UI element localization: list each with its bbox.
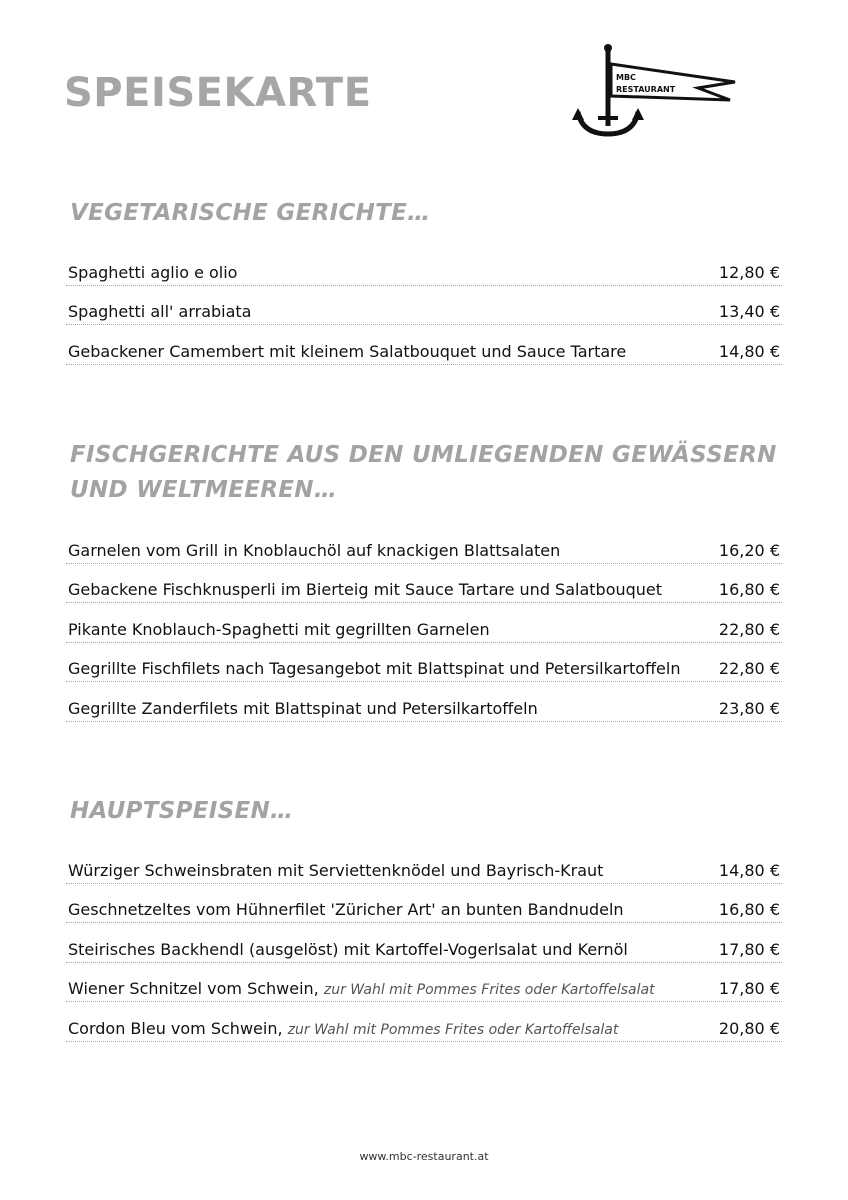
item-price: 14,80 € — [718, 860, 780, 880]
item-price: 20,80 € — [718, 1018, 780, 1038]
item-name: Wiener Schnitzel vom Schwein, — [68, 979, 319, 998]
menu-list-main-dishes — [66, 844, 782, 1042]
item-name: Gegrillte Zanderfilets mit Blattspinat und Petersilkartoffeln — [68, 698, 538, 718]
item-name: Pikante Knoblauch-Spaghetti mit gegrillten Garnelen — [68, 619, 490, 639]
item-name-with-note — [68, 1019, 618, 1038]
item-price: 22,80 € — [718, 659, 780, 678]
item-price: 16,20 € — [718, 540, 780, 560]
logo-text-restaurant: RESTAURANT — [616, 85, 676, 94]
section-heading-vegetarian: VEGETARISCHE GERICHTE… — [70, 200, 431, 226]
menu-item — [66, 963, 782, 1003]
item-price: 13,40 € — [718, 302, 780, 321]
section-heading-fish-line2: UND WELTMEEREN… — [70, 477, 338, 503]
section-heading-fish — [70, 438, 790, 508]
menu-item — [66, 603, 782, 643]
menu-item — [66, 844, 782, 884]
item-name: Spaghetti all' arrabiata — [68, 302, 252, 321]
item-price: 17,80 € — [718, 979, 780, 998]
menu-item — [66, 643, 782, 683]
item-note: zur Wahl mit Pommes Frites oder Kartoffelsalat — [287, 1021, 619, 1038]
menu-item — [66, 564, 782, 604]
menu-item — [66, 884, 782, 924]
item-name: Würziger Schweinsbraten mit Serviettenknödel und Bayrisch-Kraut — [68, 860, 604, 880]
menu-item — [66, 923, 782, 963]
item-price: 22,80 € — [718, 619, 780, 639]
item-name: Spaghetti aglio e olio — [68, 262, 238, 282]
section-heading-fish-line1: FISCHGERICHTE AUS DEN UMLIEGENDEN GEWÄSSERN — [70, 442, 777, 468]
item-name: Steirisches Backhendl (ausgelöst) mit Kartoffel-Vogerlsalat und Kernöl — [68, 939, 628, 959]
menu-list-vegetarian — [66, 246, 782, 365]
menu-item — [66, 286, 782, 326]
page-title: SPEISEKARTE — [64, 70, 372, 116]
item-name: Cordon Bleu vom Schwein, — [68, 1018, 283, 1038]
item-name: Gegrillte Fischfilets nach Tagesangebot mit Blattspinat und Petersilkartoffeln — [68, 659, 681, 678]
menu-list-fish — [66, 524, 782, 722]
menu-item — [66, 524, 782, 564]
item-price: 12,80 € — [718, 262, 780, 282]
item-note: zur Wahl mit Pommes Frites oder Kartoffelsalat — [323, 982, 655, 998]
menu-item — [66, 1002, 782, 1042]
item-name: Gebackene Fischknusperli im Bierteig mit Sauce Tartare und Salatbouquet — [68, 580, 663, 599]
anchor-flag-icon — [570, 40, 740, 140]
item-name: Garnelen vom Grill in Knoblauchöl auf knackigen Blattsalaten — [68, 540, 561, 560]
item-price: 14,80 € — [718, 341, 780, 361]
footer-url[interactable]: www.mbc-restaurant.at — [359, 1150, 489, 1163]
menu-item — [66, 682, 782, 722]
item-price: 16,80 € — [718, 900, 780, 919]
logo-text-mbc: MBC — [616, 73, 636, 82]
item-name: Geschnetzeltes vom Hühnerfilet 'Züricher Art' an bunten Bandnudeln — [68, 900, 624, 919]
item-price: 17,80 € — [718, 939, 780, 959]
item-price: 23,80 € — [718, 698, 780, 718]
item-price: 16,80 € — [718, 580, 780, 599]
item-name: Gebackener Camembert mit kleinem Salatbouquet und Sauce Tartare — [68, 341, 627, 361]
menu-item — [66, 246, 782, 286]
item-name-with-note — [68, 979, 655, 998]
section-heading-main-dishes: HAUPTSPEISEN… — [70, 798, 294, 824]
menu-item — [66, 325, 782, 365]
